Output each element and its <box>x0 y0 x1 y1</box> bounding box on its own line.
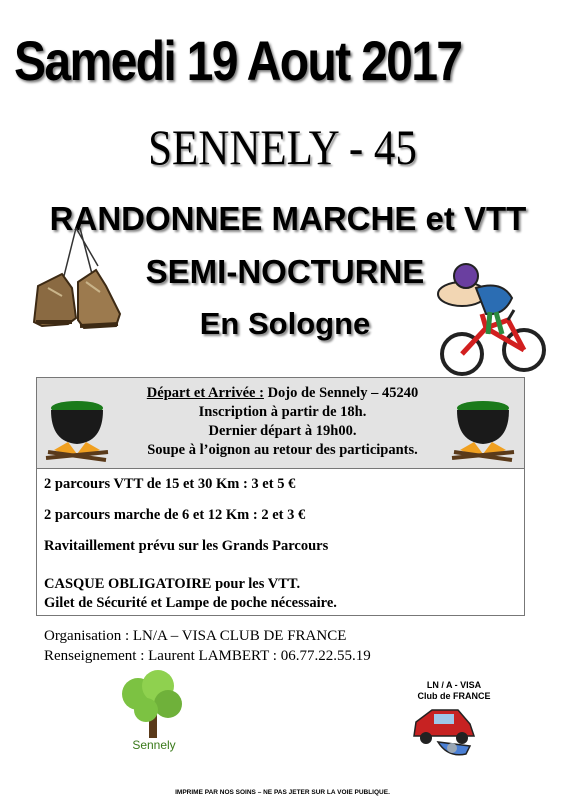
dernier-depart-text: Dernier départ à 19h00. <box>208 423 357 439</box>
soupe-text: Soupe à l’oignon au retour des participants. <box>147 442 418 458</box>
depart-line <box>110 384 455 403</box>
info-text <box>110 384 455 460</box>
lna-logo-line1: LN / A - VISA <box>426 680 482 690</box>
cyclist-icon <box>432 258 552 380</box>
contact-text: Renseignement : Laurent LAMBERT : 06.77.22.55.19 <box>44 648 371 664</box>
event-date: Samedi 19 Aout 2017 <box>14 29 462 92</box>
footer-notice: IMPRIME PAR NOS SOINS – NE PAS JETER SUR LA VOIE PUBLIQUE. <box>175 789 390 796</box>
vtt-price-text: 2 parcours VTT de 15 et 30 Km : 3 et 5 € <box>44 476 296 492</box>
tree-icon <box>118 670 188 738</box>
lna-logo-line2: Club de FRANCE <box>417 691 491 701</box>
marche-price-text: 2 parcours marche de 6 et 12 Km : 2 et 3 € <box>44 507 306 523</box>
title-line-2: SEMI-NOCTURNE <box>145 253 425 290</box>
gilet-text: Gilet de Sécurité et Lampe de poche nécessaire. <box>44 595 337 611</box>
cauldron-icon <box>450 396 516 466</box>
title-line-1: RANDONNEE MARCHE et VTT <box>49 200 527 237</box>
depart-label: Départ et Arrivée : <box>146 385 264 401</box>
cauldron-icon <box>44 396 110 466</box>
event-town: SENNELY - 45 <box>148 119 417 175</box>
car-icon <box>408 702 482 762</box>
casque-text: CASQUE OBLIGATOIRE pour les VTT. <box>44 576 301 592</box>
hiking-boots-icon <box>28 226 128 336</box>
title-line-3: En Sologne <box>199 306 371 341</box>
organisation-text: Organisation : LN/A – VISA CLUB DE FRANCE <box>44 628 347 644</box>
inscription-text: Inscription à partir de 18h. <box>198 404 367 420</box>
sennely-logo-label: Sennely <box>132 738 176 752</box>
lna-logo-label <box>404 680 504 702</box>
depart-value: Dojo de Sennely – 45240 <box>267 385 419 401</box>
ravitaillement-text: Ravitaillement prévu sur les Grands Parcours <box>44 538 329 554</box>
